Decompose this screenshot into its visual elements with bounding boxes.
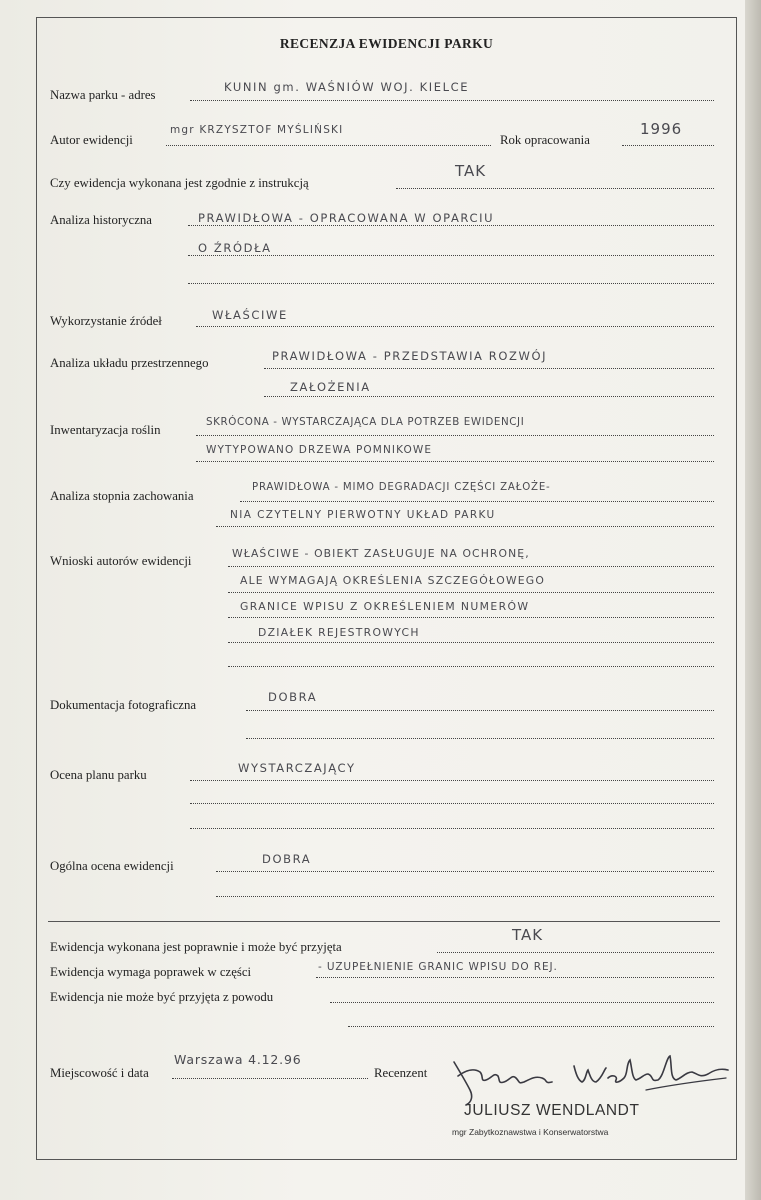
photo-documentation-value: DOBRA [268,690,318,704]
sources-use-label: Wykorzystanie źródeł [50,314,162,328]
historical-analysis-line-3 [188,283,714,284]
historical-analysis-label: Analiza historyczna [50,213,152,227]
park-name-line [190,100,714,101]
park-name-value: KUNIN gm. WAŚNIÓW WOJ. KIELCE [224,80,470,94]
historical-analysis-line-2 [188,255,714,256]
photo-documentation-line-2 [246,738,714,739]
paper-edge [745,0,761,1200]
historical-analysis-value-1: PRAWIDŁOWA - OPRACOWANA W OPARCIU [198,211,495,225]
preservation-analysis-line-1 [240,501,714,502]
conclusions-line-2 [228,592,714,593]
place-date-value: Warszawa 4.12.96 [174,1052,302,1067]
preservation-analysis-line-2 [216,526,714,527]
spatial-analysis-value-2: ZAŁOŻENIA [290,380,371,394]
overall-assessment-line-2 [216,896,714,897]
conclusions-line-3 [228,617,714,618]
plan-assessment-line-1 [190,780,714,781]
needs-corrections-line [316,977,714,978]
accepted-value: TAK [512,926,544,944]
year-line [622,145,714,146]
needs-corrections-label: Ewidencja wymaga poprawek w części [50,965,252,979]
conclusions-value-1: WŁAŚCIWE - OBIEKT ZASŁUGUJE NA OCHRONĘ, [232,547,530,560]
plan-assessment-value: WYSTARCZAJĄCY [238,761,356,775]
year-value: 1996 [640,120,683,138]
compliance-label: Czy ewidencja wykonana jest zgodnie z instrukcją [50,176,309,190]
sources-use-line [196,326,714,327]
author-label: Autor ewidencji [50,133,133,147]
preservation-analysis-value-2: NIA CZYTELNY PIERWOTNY UKŁAD PARKU [230,509,496,521]
preservation-analysis-value-1: PRAWIDŁOWA - MIMO DEGRADACJI CZĘŚCI ZAŁOŻE- [252,482,551,493]
compliance-value: TAK [455,162,487,180]
plant-inventory-label: Inwentaryzacja roślin [50,423,161,437]
plant-inventory-line-2 [196,461,714,462]
conclusions-label: Wnioski autorów ewidencji [50,554,192,568]
reviewer-title-stamp: mgr Zabytkoznawstwa i Konserwatorstwa [452,1127,609,1137]
spatial-analysis-line-2 [264,396,714,397]
plan-assessment-line-3 [190,828,714,829]
form-title: RECENZJA EWIDENCJI PARKU [279,36,494,51]
plan-assessment-label: Ocena planu parku [50,768,147,782]
accepted-line [437,952,714,953]
conclusions-value-2: ALE WYMAGAJĄ OKREŚLENIA SZCZEGÓŁOWEGO [240,574,546,587]
rejected-line-1 [330,1002,714,1003]
sources-use-value: WŁAŚCIWE [212,308,288,322]
photo-documentation-line-1 [246,710,714,711]
spatial-analysis-label: Analiza układu przestrzennego [50,356,209,370]
place-date-label: Miejscowość i data [50,1066,149,1080]
author-value: mgr KRZYSZTOF MYŚLIŃSKI [170,124,344,136]
park-name-label: Nazwa parku - adres [50,88,156,102]
accepted-label: Ewidencja wykonana jest poprawnie i może być przyjęta [50,940,342,954]
overall-assessment-line-1 [216,871,714,872]
section-divider [48,921,720,922]
compliance-line [396,188,714,189]
plant-inventory-value-1: SKRÓCONA - WYSTARCZAJĄCA DLA POTRZEB EWIDENCJI [206,416,525,428]
overall-assessment-value: DOBRA [262,852,312,866]
overall-assessment-label: Ogólna ocena ewidencji [50,859,174,873]
rejected-line-2 [348,1026,714,1027]
plan-assessment-line-2 [190,803,714,804]
preservation-analysis-label: Analiza stopnia zachowania [50,489,194,503]
author-line [166,145,491,146]
reviewer-signature [436,1050,736,1108]
year-label: Rok opracowania [500,133,590,147]
rejected-label: Ewidencja nie może być przyjęta z powodu [50,990,274,1004]
conclusions-line-1 [228,566,714,567]
historical-analysis-line-1 [188,225,714,226]
historical-analysis-value-2: O ŹRÓDŁA [198,241,272,255]
needs-corrections-value: - UZUPEŁNIENIE GRANIC WPISU DO REJ. [318,961,558,973]
reviewer-label: Recenzent [374,1066,428,1080]
spatial-analysis-value-1: PRAWIDŁOWA - PRZEDSTAWIA ROZWÓJ [272,349,548,363]
plant-inventory-line-1 [196,435,714,436]
place-date-line [172,1078,368,1079]
conclusions-line-4 [228,642,714,643]
conclusions-value-4: DZIAŁEK REJESTROWYCH [258,626,420,639]
conclusions-line-5 [228,666,714,667]
reviewer-name-stamp: JULIUSZ WENDLANDT [464,1102,640,1119]
plant-inventory-value-2: WYTYPOWANO DRZEWA POMNIKOWE [206,444,433,456]
spatial-analysis-line-1 [264,368,714,369]
conclusions-value-3: GRANICE WPISU Z OKREŚLENIEM NUMERÓW [240,600,530,613]
photo-documentation-label: Dokumentacja fotograficzna [50,698,197,712]
